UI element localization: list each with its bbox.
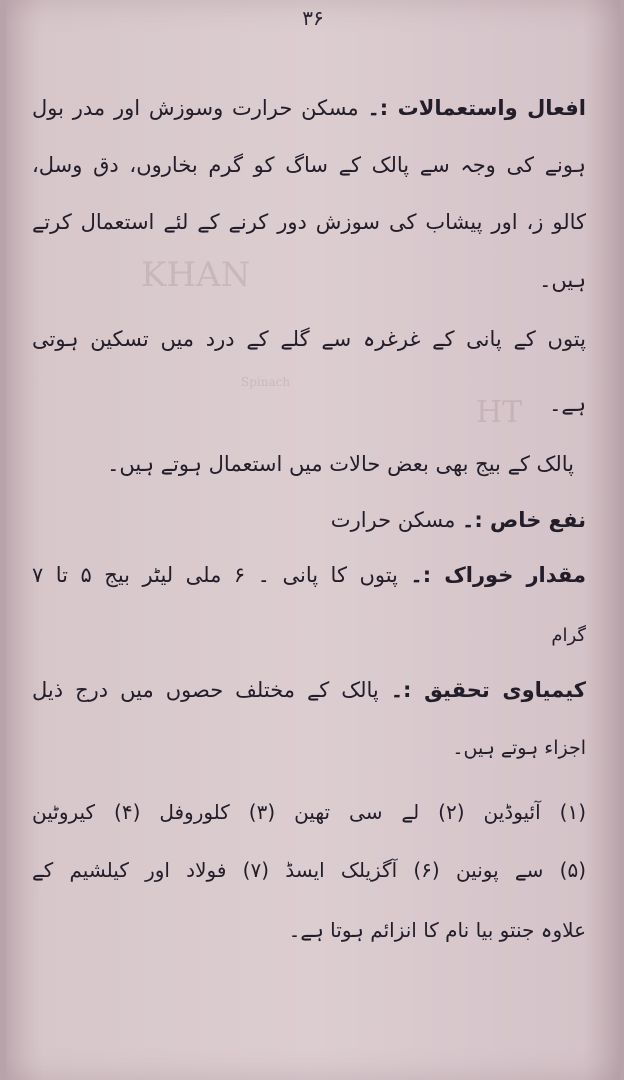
bleed-through-text: KHAN [141, 255, 251, 295]
text-line-6: ہے۔ [549, 392, 586, 416]
bleed-through-text: HT [476, 395, 523, 430]
section-heading: نفع خاص :۔ [462, 508, 586, 532]
text-line-15: علاوہ جنتو بیا نام کا انزائم ہوتا ہے۔ [288, 918, 586, 942]
page-number: ۳۶ [302, 6, 324, 30]
text-line-7: پالک کے بیج بھی بعض حالات میں استعمال ہوتے ہیں۔ [107, 452, 574, 476]
text-line-8 [32, 508, 586, 533]
text-line-5: پتوں کے پانی کے غرغرہ سے گلے کے درد میں تسکین ہوتی [32, 327, 586, 351]
line-text: مسکن حرارت [330, 508, 456, 532]
text-line-14: (۵) سے پونین (۶) آگزیلک ایسڈ (۷) فولاد اور کیلشیم کے [32, 858, 586, 882]
text-line-3: کالو ز، اور پیشاب کی سوزش دور کرنے کے لئے استعمال کرتے [32, 210, 586, 234]
text-line-11 [32, 678, 586, 703]
text-line-4: ہیں۔ [539, 268, 586, 292]
line-text: پالک کے مختلف حصوں میں درج ذیل [32, 678, 379, 702]
text-line-2: ہونے کی وجہ سے پالک کے ساگ کو گرم بخاروں، دق وسل، [32, 153, 586, 177]
section-heading: کیمیاوی تحقیق :۔ [390, 678, 586, 702]
line-text: مسکن حرارت وسوزش اور مدر بول [32, 96, 359, 120]
book-page [6, 0, 620, 1080]
section-heading: مقدار خوراک :۔ [410, 563, 586, 587]
text-line-13: (۱) آئیوڈین (۲) لے سی تھین (۳) کلوروفل (۴) کیروٹین [32, 800, 586, 824]
text-line-1 [32, 96, 586, 121]
bleed-through-text: Spinach [241, 375, 291, 389]
text-line-10: گرام [551, 625, 586, 646]
text-line-9 [32, 563, 586, 588]
text-line-12: اجزاء ہوتے ہیں۔ [452, 737, 586, 759]
section-heading: افعال واستعمالات :۔ [367, 96, 586, 120]
line-text: پتوں کا پانی ۔ ۶ ملی لیٹر بیج ۵ تا ۷ [32, 563, 398, 587]
